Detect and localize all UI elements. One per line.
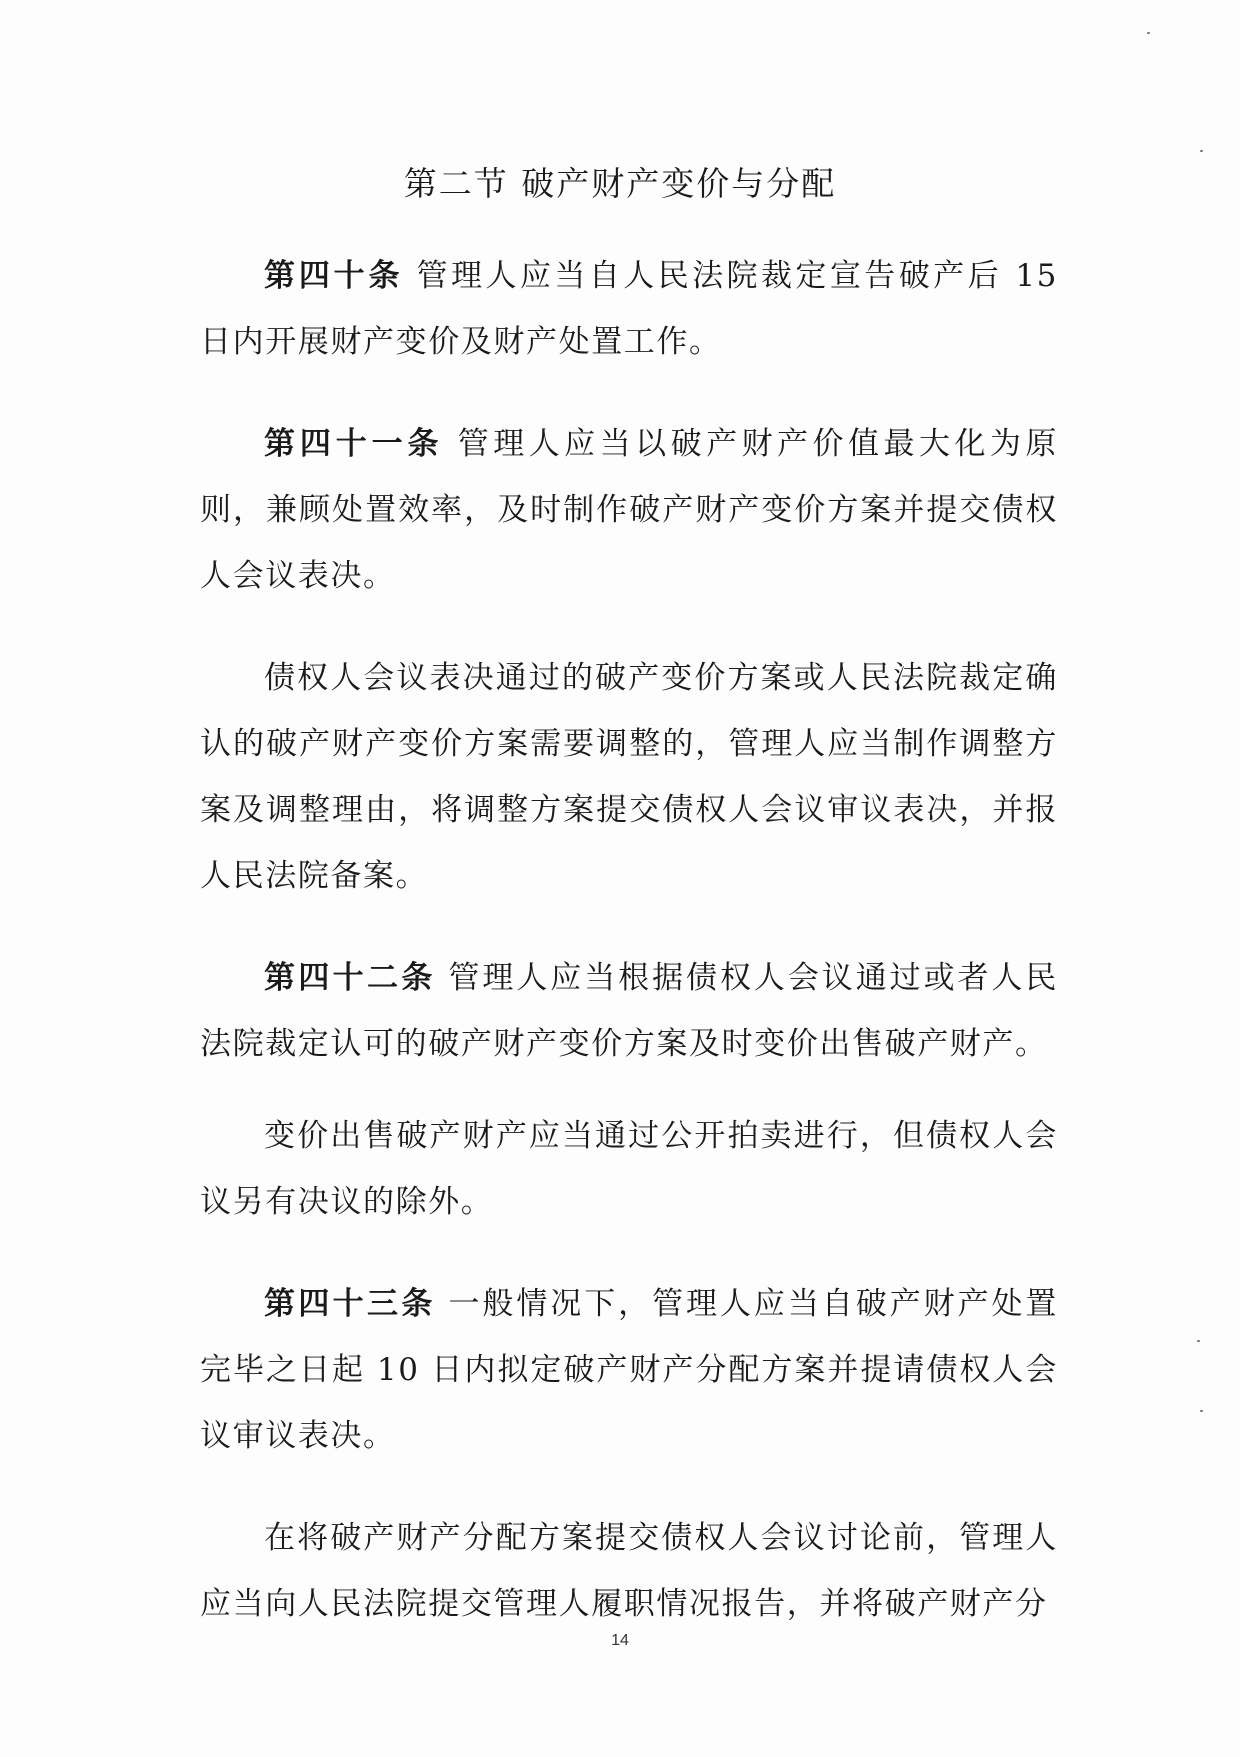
article-40-paragraph xyxy=(200,243,1058,375)
paragraph-text: 管理人应当根据债权人会议通过或者人民法院裁定认可的破产财产变价方案及时变价出售破产财产。 xyxy=(200,960,1058,1062)
paragraph-text: 债权人会议表决通过的破产变价方案或人民法院裁定确认的破产财产变价方案需要调整的，管理人应当制作调整方案及调整理由，将调整方案提交债权人会议审议表决，并报人民法院备案。 xyxy=(200,660,1058,894)
scan-speck xyxy=(1200,1410,1203,1412)
paragraph-text: 变价出售破产财产应当通过公开拍卖进行，但债权人会议另有决议的除外。 xyxy=(200,1118,1058,1220)
article-42-clause-2 xyxy=(200,1103,1058,1235)
article-heading: 第四十一条 xyxy=(264,426,444,462)
article-43-clause-2 xyxy=(200,1505,1058,1637)
body-text xyxy=(200,243,1058,1637)
article-heading: 第四十条 xyxy=(264,258,404,294)
paragraph-text: 管理人应当自人民法院裁定宣告破产后 15 日内开展财产变价及财产处置工作。 xyxy=(200,258,1058,360)
article-heading: 第四十二条 xyxy=(264,960,436,996)
scan-speck xyxy=(1197,1340,1200,1342)
paragraph-text: 在将破产财产分配方案提交债权人会议讨论前，管理人应当向人民法院提交管理人履职情况报告，并将破产财产分 xyxy=(200,1520,1058,1622)
section-title: 第二节 破产财产变价与分配 xyxy=(403,164,837,203)
page-number: 14 xyxy=(611,1632,629,1649)
article-43-paragraph xyxy=(200,1271,1058,1469)
paragraph-text: 管理人应当以破产财产价值最大化为原则，兼顾处置效率，及时制作破产财产变价方案并提交债权人会议表决。 xyxy=(200,426,1059,594)
paragraph-text: 一般情况下，管理人应当自破产财产处置完毕之日起 10 日内拟定破产财产分配方案并提请债权人会议审议表决。 xyxy=(200,1286,1058,1454)
scan-speck xyxy=(1200,150,1203,152)
article-41-clause-2 xyxy=(200,645,1058,909)
scan-speck xyxy=(1147,32,1150,34)
article-heading: 第四十三条 xyxy=(264,1286,436,1322)
article-42-paragraph xyxy=(200,945,1058,1077)
article-41-paragraph xyxy=(200,411,1058,609)
